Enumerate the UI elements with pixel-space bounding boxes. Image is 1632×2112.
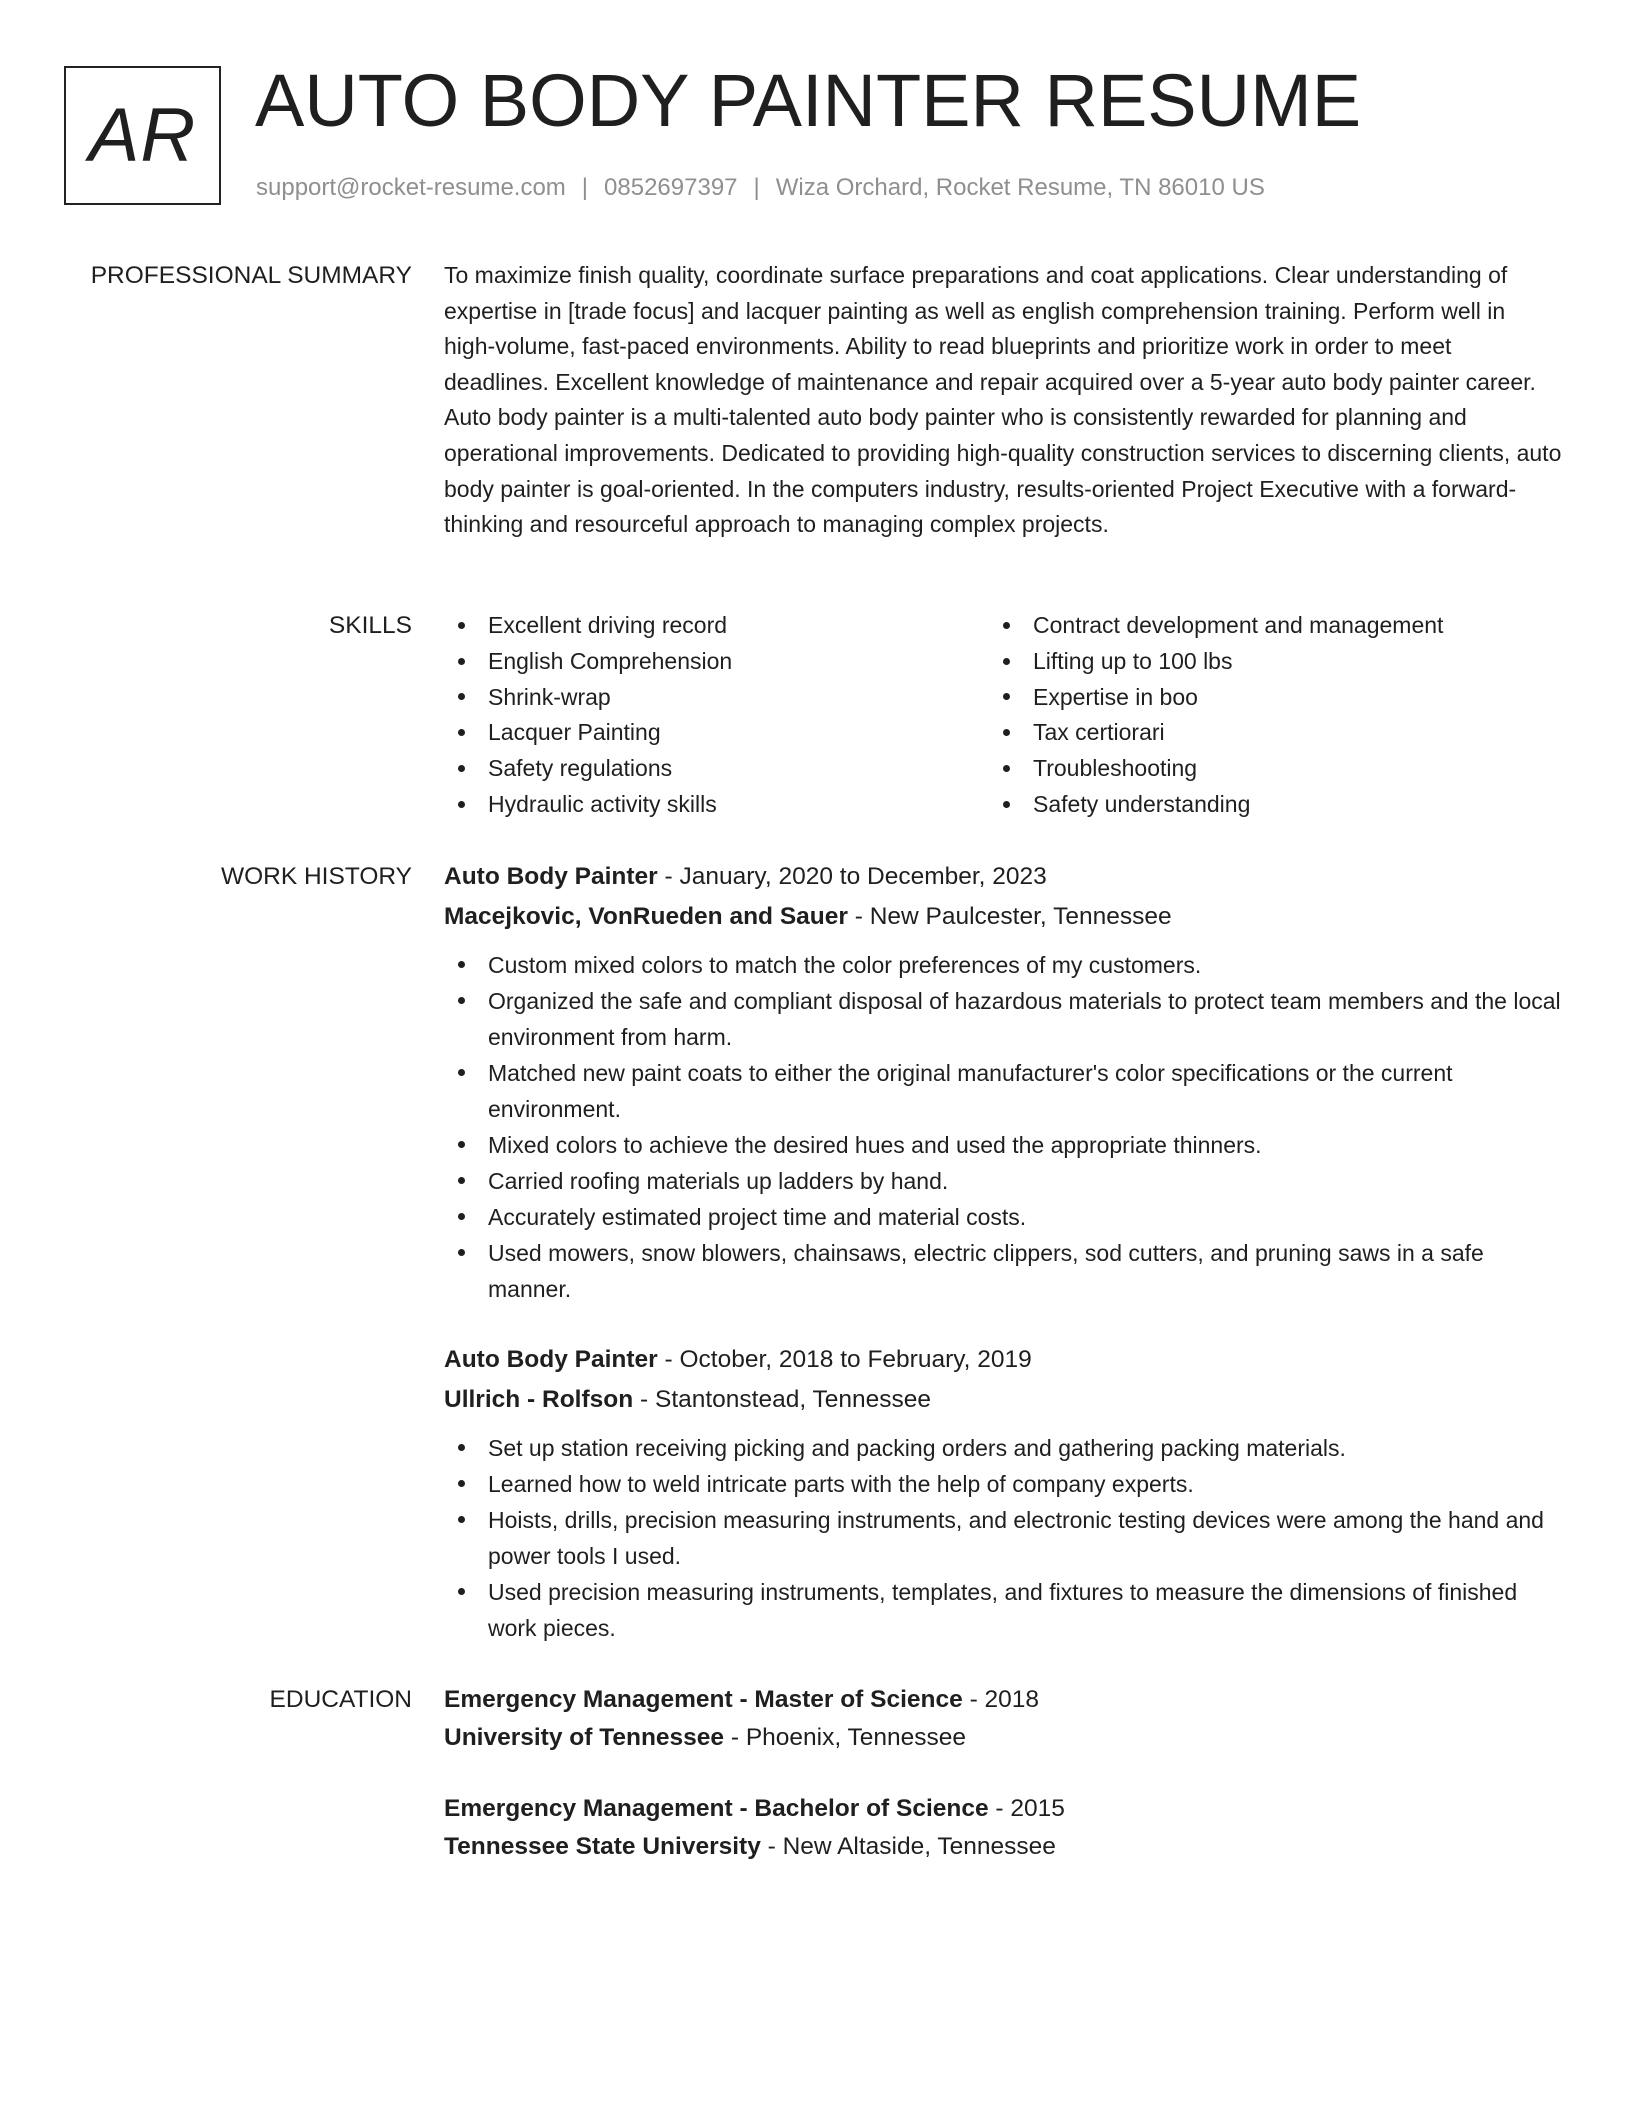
contact-line <box>256 174 1265 202</box>
contact-address: Wiza Orchard, Rocket Resume, TN 86010 US <box>775 174 1265 201</box>
education-degree: Emergency Management - Master of Science <box>444 1686 963 1713</box>
education-location: - New Altaside, Tennessee <box>760 1833 1056 1860</box>
skill-item: Expertise in boo <box>989 680 1534 716</box>
job-bullet: Mixed colors to achieve the desired hues and used the appropriate thinners. <box>444 1127 1562 1163</box>
skill-item: Safety understanding <box>989 787 1534 823</box>
skill-item: Excellent driving record <box>444 608 989 644</box>
job-dates: - January, 2020 to December, 2023 <box>657 863 1047 890</box>
education-degree-line <box>444 1681 1562 1719</box>
education-year: - 2015 <box>988 1795 1065 1822</box>
job-location: - Stantonstead, Tennessee <box>633 1386 932 1413</box>
job-company: Ullrich - Rolfson <box>444 1386 634 1413</box>
job-bullet: Learned how to weld intricate parts with the help of company experts. <box>444 1466 1562 1502</box>
job-bullet: Matched new paint coats to either the original manufacturer's color specifications or the current environment. <box>444 1055 1562 1127</box>
job-company: Macejkovic, VonRueden and Sauer <box>444 903 848 930</box>
skill-item: Troubleshooting <box>989 751 1534 787</box>
job-bullets <box>444 1430 1562 1646</box>
job-title-line <box>444 1340 1562 1380</box>
education-school: University of Tennessee <box>444 1724 725 1751</box>
skill-item: Contract development and management <box>989 608 1534 644</box>
skill-item: Hydraulic activity skills <box>444 787 989 823</box>
job-bullet: Hoists, drills, precision measuring instruments, and electronic testing devices were among the hand and power tools I used. <box>444 1502 1562 1574</box>
education-degree-line <box>444 1790 1562 1828</box>
skills-column-left <box>444 608 989 823</box>
job-bullet: Accurately estimated project time and material costs. <box>444 1199 1562 1235</box>
resume-title: AUTO BODY PAINTER RESUME <box>255 59 1362 142</box>
job-company-line <box>444 897 1562 937</box>
skill-item: Tax certiorari <box>989 715 1534 751</box>
section-label-summary: PROFESSIONAL SUMMARY <box>90 262 412 289</box>
job-entry <box>444 857 1562 1307</box>
education-location: - Phoenix, Tennessee <box>724 1724 967 1751</box>
section-label-education: EDUCATION <box>269 1686 412 1713</box>
education-entry <box>444 1681 1562 1757</box>
education-school-line <box>444 1828 1562 1866</box>
job-entry <box>444 1340 1562 1646</box>
skills-list <box>444 608 1562 823</box>
skill-item: English Comprehension <box>444 644 989 680</box>
education-year: - 2018 <box>962 1686 1040 1713</box>
contact-phone: 0852697397 <box>604 174 738 201</box>
job-location: - New Paulcester, Tennessee <box>847 903 1172 930</box>
job-bullet: Organized the safe and compliant disposal of hazardous materials to protect team members and the local environment from harm. <box>444 983 1562 1055</box>
job-title: Auto Body Painter <box>444 863 658 890</box>
job-bullet: Custom mixed colors to match the color preferences of my customers. <box>444 947 1562 983</box>
skill-item: Lacquer Painting <box>444 715 989 751</box>
education-school-line <box>444 1719 1562 1757</box>
summary-text: To maximize finish quality, coordinate surface preparations and coat applications. Clear understanding of expertise in [trade focus] and lacquer painting as well as english comprehension training. Perform well in high-volume, fast-paced environments. Ability to read blueprints and prioritize work in order to meet deadlines. Excellent knowledge of maintenance and repair acquired over a 5-year auto body painter career. Auto body painter is a multi-talented auto body painter who is consistently rewarded for planning and operational improvements. Dedicated to providing high-quality construction services to discerning clients, auto body painter is goal-oriented. In the computers industry, results-oriented Project Executive with a forward-thinking and resourceful approach to managing complex projects. <box>444 262 1562 538</box>
contact-email: support@rocket-resume.com <box>256 174 566 201</box>
education-entry <box>444 1790 1562 1866</box>
education-school: Tennessee State University <box>444 1833 761 1860</box>
job-bullet: Set up station receiving picking and packing orders and gathering packing materials. <box>444 1430 1562 1466</box>
education-degree: Emergency Management - Bachelor of Science <box>444 1795 989 1822</box>
job-title-line <box>444 857 1562 897</box>
job-bullet: Used precision measuring instruments, templates, and fixtures to measure the dimensions of finished work pieces. <box>444 1574 1562 1646</box>
contact-separator: | <box>753 174 760 201</box>
skill-item: Lifting up to 100 lbs <box>989 644 1534 680</box>
contact-separator: | <box>581 174 589 201</box>
job-bullets <box>444 947 1562 1307</box>
section-label-work: WORK HISTORY <box>220 863 412 890</box>
job-company-line <box>444 1380 1562 1420</box>
skill-item: Safety regulations <box>444 751 989 787</box>
skill-item: Shrink-wrap <box>444 680 989 716</box>
monogram-text: AR <box>88 93 197 178</box>
monogram-logo <box>64 66 221 205</box>
skills-column-right <box>989 608 1534 823</box>
job-bullet: Carried roofing materials up ladders by hand. <box>444 1163 1562 1199</box>
job-title: Auto Body Painter <box>444 1346 658 1373</box>
job-bullet: Used mowers, snow blowers, chainsaws, electric clippers, sod cutters, and pruning saws in a safe manner. <box>444 1235 1562 1307</box>
job-dates: - October, 2018 to February, 2019 <box>657 1346 1032 1373</box>
section-label-skills: SKILLS <box>328 612 412 639</box>
